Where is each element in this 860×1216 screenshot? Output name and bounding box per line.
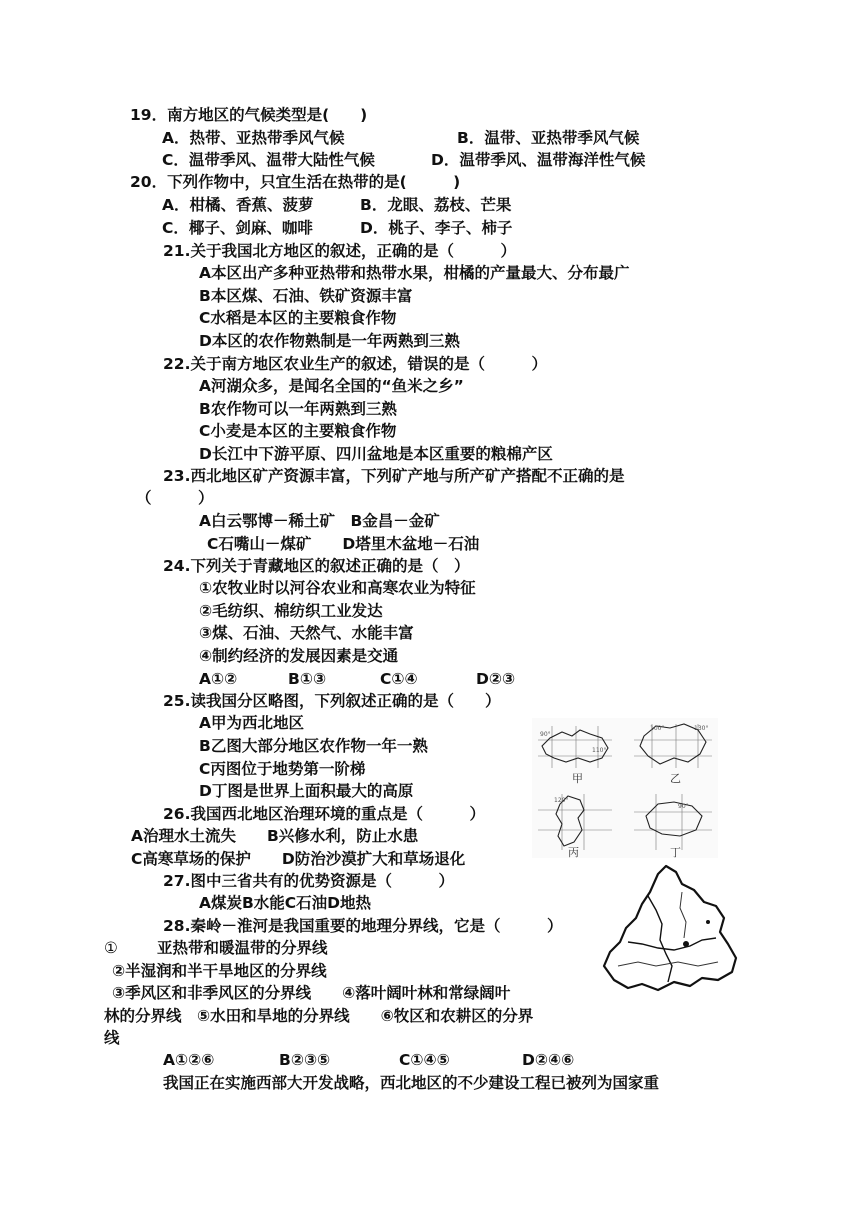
map-label-jia: 甲 xyxy=(572,772,583,785)
q23-stem: 23.西北地区矿产资源丰富，下列矿产地与所产矿产搭配不正确的是 xyxy=(163,467,625,485)
q20-option-a: A．柑橘、香蕉、菠萝 xyxy=(162,196,314,214)
trailing-paragraph: 我国正在实施西部大开发战略，西北地区的不少建设工程已被列为国家重 xyxy=(163,1074,660,1092)
q27-stem: 27.图中三省共有的优势资源是（ ） xyxy=(163,872,454,890)
q21-option-a: A本区出产多种亚热带和热带水果，柑橘的产量最大、分布最广 xyxy=(199,264,630,282)
q26-options-ab: A治理水土流失 B兴修水利，防止水患 xyxy=(131,827,419,845)
q24-stem: 24.下列关于青藏地区的叙述正确的是（ ） xyxy=(163,557,470,575)
map-label-yi: 乙 xyxy=(670,772,681,785)
q24-option-a: A①② xyxy=(199,670,238,688)
q21-stem: 21.关于我国北方地区的叙述，正确的是（ ） xyxy=(163,242,516,260)
q25-option-d: D丁图是世界上面积最大的高原 xyxy=(199,782,414,800)
q28-option-c: C①④⑤ xyxy=(399,1051,450,1069)
q25-stem: 25.读我国分区略图，下列叙述正确的是（ ） xyxy=(163,692,501,710)
q26-options-cd: C高寒草场的保护 D防治沙漠扩大和草场退化 xyxy=(131,850,466,868)
q22-option-c: C小麦是本区的主要粮食作物 xyxy=(199,422,397,440)
q20-option-b: B．龙眼、荔枝、芒果 xyxy=(360,196,512,214)
q20-stem: 20．下列作物中，只宜生活在热带的是( ) xyxy=(130,173,461,191)
q24-statement-3: ③煤、石油、天然气、水能丰富 xyxy=(199,624,414,642)
svg-text:90°: 90° xyxy=(540,731,551,738)
map-label-ding: 丁 xyxy=(670,846,681,858)
q28-option-b: B②③⑤ xyxy=(279,1051,331,1069)
q28-line-5: 线 xyxy=(104,1029,120,1047)
q28-line-3: ③季风区和非季风区的分界线 ④落叶阔叶林和常绿阔叶 xyxy=(112,984,511,1002)
q22-option-a: A河湖众多，是闻名全国的“鱼米之乡” xyxy=(199,377,464,395)
q28-option-a: A①②⑥ xyxy=(163,1051,215,1069)
svg-text:110°: 110° xyxy=(592,747,607,754)
q25-option-a: A甲为西北地区 xyxy=(199,714,304,732)
q21-option-c: C水稻是本区的主要粮食作物 xyxy=(199,309,397,327)
q24-statement-1: ①农牧业时以河谷农业和高寒农业为特征 xyxy=(199,579,476,597)
q28-line-4: 林的分界线 ⑤水田和旱地的分界线 ⑥牧区和农耕区的分界 xyxy=(104,1007,534,1025)
q23-options-cd: C石嘴山－煤矿 D塔里木盆地－石油 xyxy=(207,535,480,553)
q28-option-d: D②④⑥ xyxy=(522,1051,575,1069)
q19-option-d: D．温带季风、温带海洋性气候 xyxy=(431,151,646,169)
region-maps-figure xyxy=(532,718,718,858)
q24-statement-2: ②毛纺织、棉纺织工业发达 xyxy=(199,602,383,620)
q26-stem: 26.我国西北地区治理环境的重点是（ ） xyxy=(163,805,485,823)
three-provinces-map xyxy=(598,862,740,1000)
q28-line-1: 亚热带和暖温带的分界线 xyxy=(157,939,328,957)
q22-option-d: D长江中下游平原、四川盆地是本区重要的粮棉产区 xyxy=(199,445,553,463)
q28-stem: 28.秦岭－淮河是我国重要的地理分界线，它是（ ） xyxy=(163,917,563,935)
q20-option-d: D．桃子、李子、柿子 xyxy=(360,219,513,237)
q23-paren: （ ） xyxy=(136,489,214,507)
map-label-bing: 丙 xyxy=(568,846,579,858)
q22-stem: 22.关于南方地区农业生产的叙述，错误的是（ ） xyxy=(163,355,547,373)
q20-option-c: C．椰子、剑麻、咖啡 xyxy=(162,219,313,237)
q25-option-c: C丙图位于地势第一阶梯 xyxy=(199,760,366,778)
svg-text:120°: 120° xyxy=(554,797,569,804)
q21-option-d: D本区的农作物熟制是一年两熟到三熟 xyxy=(199,332,460,350)
q22-option-b: B农作物可以一年两熟到三熟 xyxy=(199,400,397,418)
q19-option-b: B．温带、亚热带季风气候 xyxy=(457,129,640,147)
q27-options: A煤炭B水能C石油D地热 xyxy=(199,894,372,912)
q25-option-b: B乙图大部分地区农作物一年一熟 xyxy=(199,737,428,755)
svg-text:130°: 130° xyxy=(694,725,709,732)
q24-option-d: D②③ xyxy=(476,670,516,688)
q21-option-b: B本区煤、石油、铁矿资源丰富 xyxy=(199,287,413,305)
q23-options-ab: A白云鄂博－稀土矿 B金昌－金矿 xyxy=(199,512,440,530)
q28-line-2: ②半湿润和半干旱地区的分界线 xyxy=(112,962,327,980)
q24-statement-4: ④制约经济的发展因素是交通 xyxy=(199,647,399,665)
q24-option-c: C①④ xyxy=(380,670,418,688)
svg-text:100°: 100° xyxy=(650,725,665,732)
q19-option-c: C．温带季风、温带大陆性气候 xyxy=(162,151,375,169)
svg-text:90°: 90° xyxy=(678,803,689,810)
q28-circled-one: ① xyxy=(104,939,118,957)
q19-stem: 19．南方地区的气候类型是( ) xyxy=(130,106,368,124)
q19-option-a: A．热带、亚热带季风气候 xyxy=(162,129,345,147)
q24-option-b: B①③ xyxy=(288,670,327,688)
